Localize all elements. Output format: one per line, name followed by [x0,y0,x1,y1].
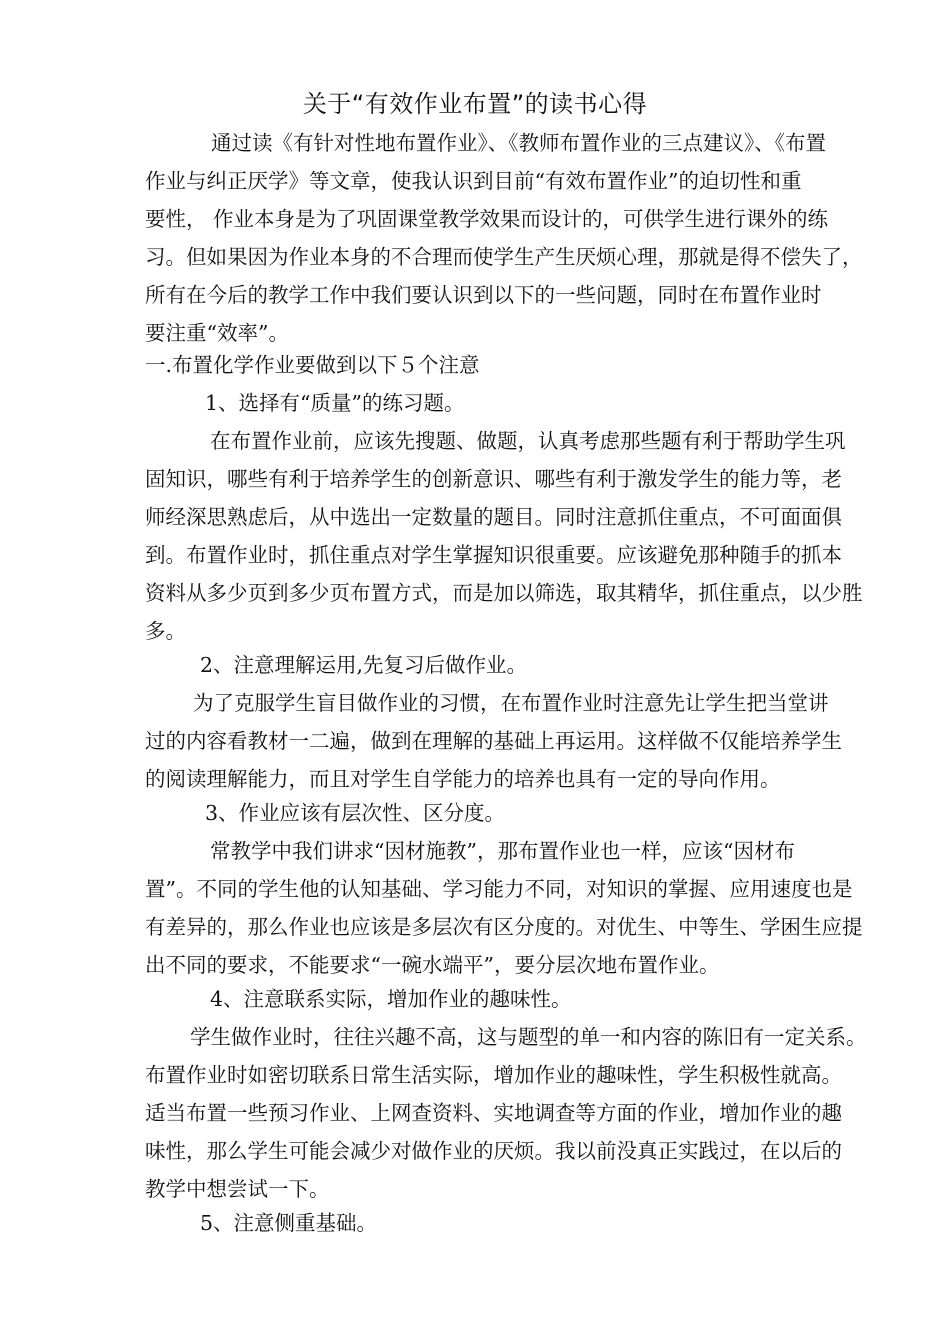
paragraph-line: 置”。不同的学生他的认知基础、学习能力不同，对知识的掌握、应用速度也是 [145,877,853,901]
subheading-3: 3、作业应该有层次性、区分度。 [205,801,506,825]
paragraph-line: 常教学中我们讲求“因材施教”，那布置作业也一样，应该“因材布 [210,839,795,863]
subheading-5: 5、注意侧重基础。 [200,1211,378,1235]
paragraph-line: 要性， 作业本身是为了巩固课堂教学效果而设计的，可供学生进行课外的练 [145,207,829,231]
paragraph-line: 过的内容看教材一二遍，做到在理解的基础上再运用。这样做不仅能培养学生 [145,729,842,753]
paragraph-line: 学生做作业时，往往兴趣不高，这与题型的单一和内容的陈旧有一定关系。 [190,1025,867,1049]
paragraph-line: 作业与纠正厌学》等文章，使我认识到目前“有效布置作业”的迫切性和重 [145,169,802,193]
paragraph-line: 师经深思熟虑后，从中选出一定数量的题目。同时注意抓住重点，不可面面俱 [145,505,842,529]
paragraph-line: 要注重“效率”。 [145,321,289,345]
paragraph-line: 的阅读理解能力，而且对学生自学能力的培养也具有一定的导向作用。 [145,767,781,791]
paragraph-line: 到。布置作业时，抓住重点对学生掌握知识很重要。应该避免那种随手的抓本 [145,543,842,567]
paragraph-line: 资料从多少页到多少页布置方式，而是加以筛选，取其精华，抓住重点，以少胜 [145,581,863,605]
paragraph-line: 教学中想尝试一下。 [145,1177,330,1201]
paragraph-line: 通过读《有针对性地布置作业》、《教师布置作业的三点建议》、《布置 [211,131,826,155]
subheading-1: 1、选择有“质量”的练习题。 [205,391,465,415]
paragraph-line: 所有在今后的教学工作中我们要认识到以下的一些问题，同时在布置作业时 [145,283,822,307]
paragraph-line: 习。但如果因为作业本身的不合理而使学生产生厌烦心理，那就是得不偿失了， [145,245,863,269]
paragraph-line: 固知识，哪些有利于培养学生的创新意识、哪些有利于激发学生的能力等，老 [145,467,842,491]
paragraph-line: 适当布置一些预习作业、上网查资料、实地调查等方面的作业，增加作业的趣 [145,1101,842,1125]
paragraph-line: 味性，那么学生可能会减少对做作业的厌烦。我以前没真正实践过，在以后的 [145,1139,842,1163]
paragraph-line: 有差异的，那么作业也应该是多层次有区分度的。对优生、中等生、学困生应提 [145,915,863,939]
paragraph-line: 在布置作业前，应该先搜题、做题，认真考虑那些题有利于帮助学生巩 [210,429,846,453]
subheading-4: 4、注意联系实际，增加作业的趣味性。 [210,987,572,1011]
subheading-2: 2、注意理解运用,先复习后做作业。 [200,653,528,677]
paragraph-line: 布置作业时如密切联系日常生活实际，增加作业的趣味性，学生积极性就高。 [145,1063,842,1087]
paragraph-line: 为了克服学生盲目做作业的习惯，在布置作业时注意先让学生把当堂讲 [193,691,829,715]
section-heading: 一.布置化学作业要做到以下５个注意 [145,353,480,377]
document-title: 关于“有效作业布置”的读书心得 [302,90,648,118]
paragraph-line: 多。 [145,619,186,643]
paragraph-line: 出不同的要求，不能要求“一碗水端平”，要分层次地布置作业。 [145,953,720,977]
